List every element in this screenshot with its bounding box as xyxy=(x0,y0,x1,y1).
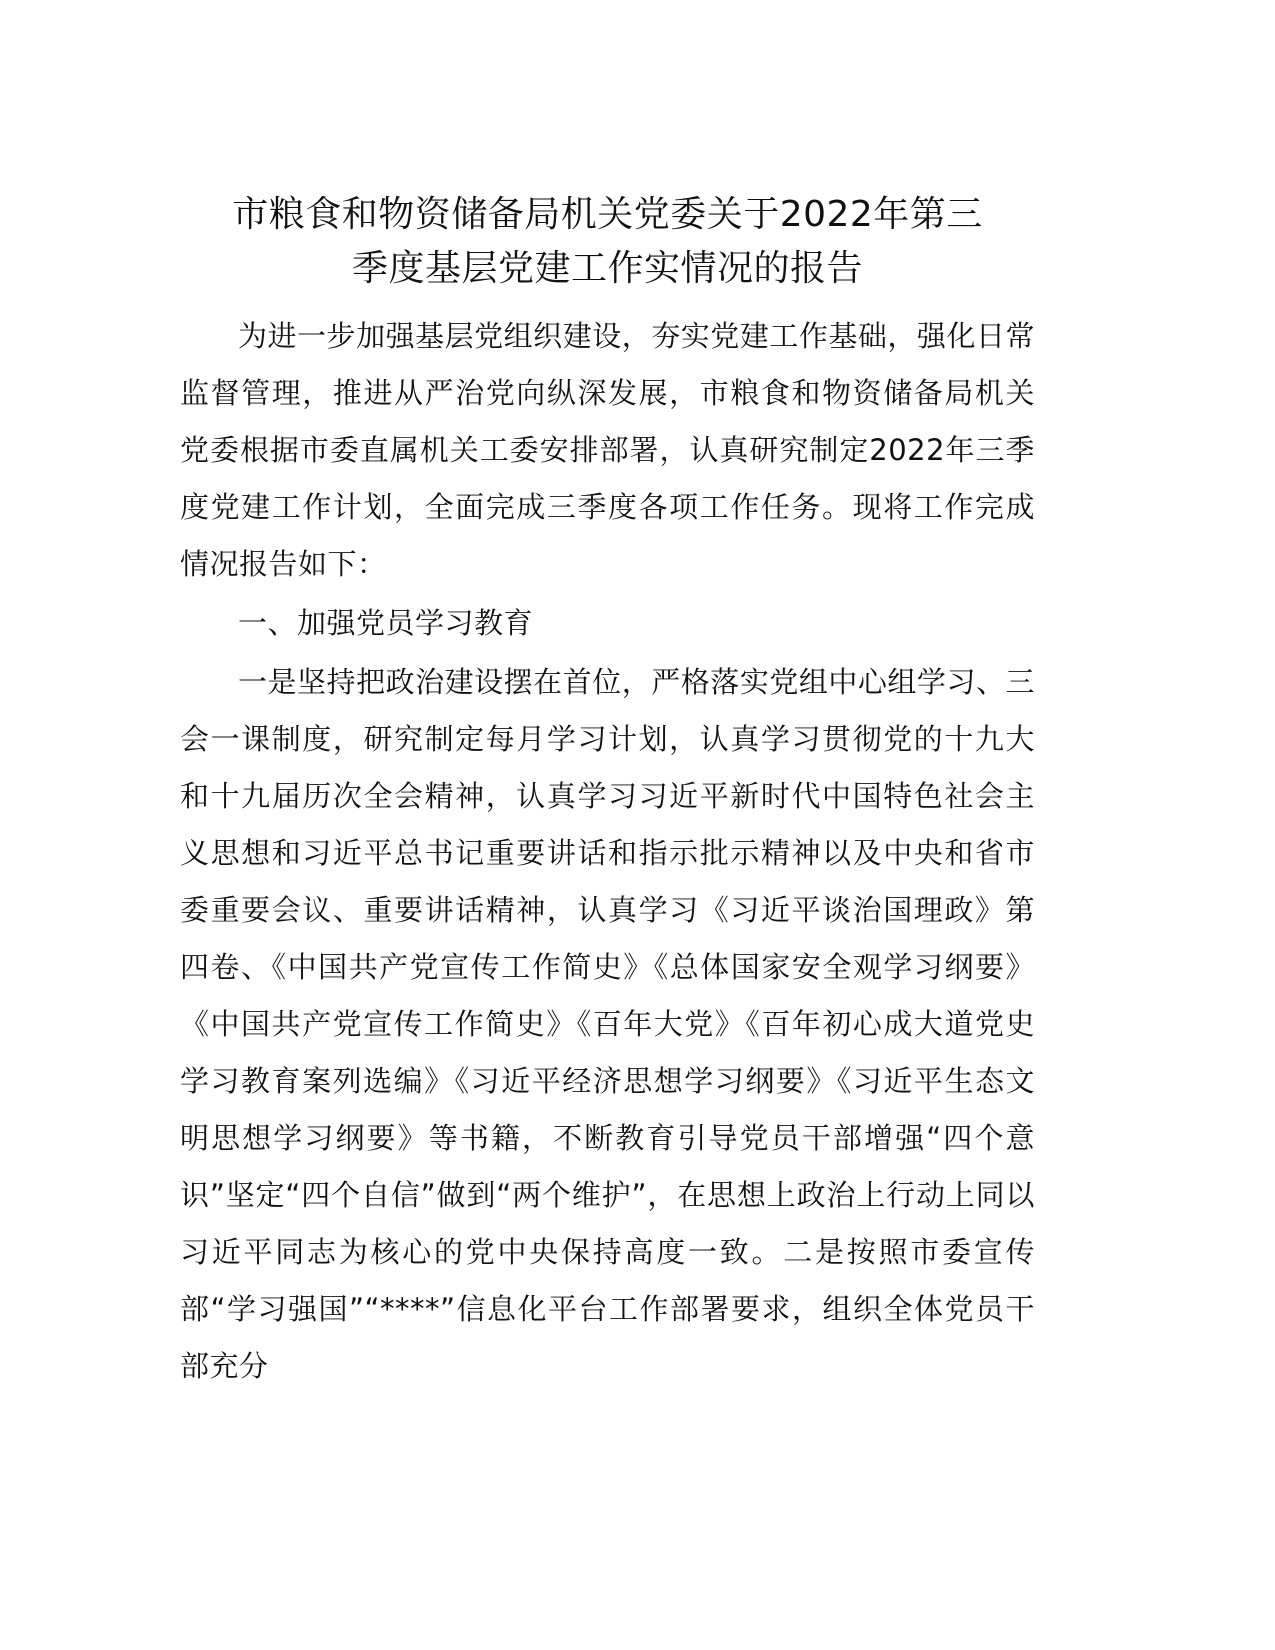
document-body xyxy=(180,308,1035,1395)
section-heading-1: 一、加强党员学习教育 xyxy=(238,606,534,640)
document-content xyxy=(180,188,1035,1395)
title-line-1: 市粮食和物资储备局机关党委关于2022年第三 xyxy=(232,194,983,235)
section-paragraph-1: 一是坚持把政治建设摆在首位，严格落实党组中心组学习、三会一课制度，研究制定每月学习计划，认真学习贯彻党的十九大和十九届历次全会精神，认真学习习近平新时代中国特色社会主义思想和习近平总书记重要讲话和指示批示精神以及中央和省市委重要会议、重要讲话精神，认真学习《习近平谈治国理政》第四卷、《中国共产党宣传工作简史》《总体国家安全观学习纲要》《中国共产党宣传工作简史》《百年大党》《百年初心成大道党史学习教育案列选编》《习近平经济思想学习纲要》《习近平生态文明思想学习纲要》等书籍，不断教育引导党员干部增强“四个意识”坚定“四个自信”做到“两个维护”，在思想上政治上行动上同以习近平同志为核心的党中央保持高度一致。二是按照市委宣传部“学习强国”“****”信息化平台工作部署要求，组织全体党员干部充分 xyxy=(180,665,1035,1383)
title-line-2: 季度基层党建工作实情况的报告 xyxy=(351,248,863,289)
document-title xyxy=(180,188,1035,296)
intro-paragraph: 为进一步加强基层党组织建设，夯实党建工作基础，强化日常监督管理，推进从严治党向纵深发展，市粮食和物资储备局机关党委根据市委直属机关工委安排部署，认真研究制定2022年三季度党建工作计划，全面完成三季度各项工作任务。现将工作完成情况报告如下： xyxy=(180,319,1035,581)
